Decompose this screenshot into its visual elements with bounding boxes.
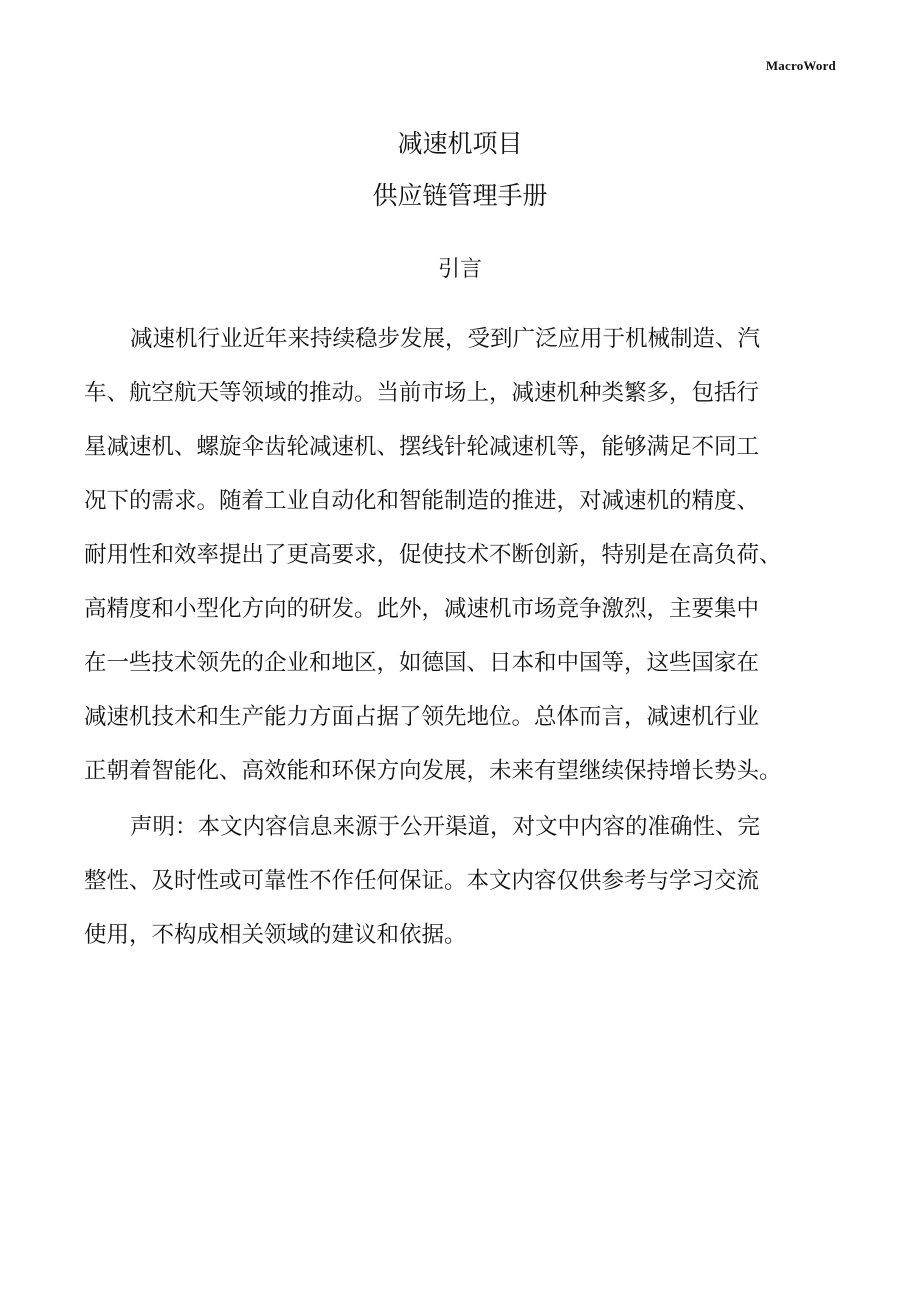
document-title [0, 118, 920, 222]
intro-line: 在一些技术领先的企业和地区，如德国、日本和中国等，这些国家在 [84, 650, 760, 676]
section-heading: 引言 [437, 257, 482, 282]
intro-line: 减速机行业近年来持续稳步发展，受到广泛应用于机械制造、汽 [130, 326, 761, 352]
intro-line: 况下的需求。随着工业自动化和智能制造的推进，对减速机的精度、 [84, 488, 760, 514]
title-line-2: 供应链管理手册 [372, 181, 548, 210]
title-line-1: 减速机项目 [397, 129, 523, 158]
intro-line: 耐用性和效率提出了更高要求，促使技术不断创新，特别是在高负荷、 [84, 542, 782, 568]
header-brand: MacroWord [765, 58, 836, 73]
intro-line: 高精度和小型化方向的研发。此外，减速机市场竞争激烈，主要集中 [84, 596, 760, 622]
disclaimer-line: 整性、及时性或可靠性不作任何保证。本文内容仅供参考与学习交流 [84, 868, 760, 894]
intro-line: 减速机技术和生产能力方面占据了领先地位。总体而言，减速机行业 [84, 704, 760, 730]
intro-line: 车、航空航天等领域的推动。当前市场上，减速机种类繁多，包括行 [84, 380, 760, 406]
disclaimer-line: 声明：本文内容信息来源于公开渠道，对文中内容的准确性、完 [130, 814, 761, 840]
intro-line: 正朝着智能化、高效能和环保方向发展，未来有望继续保持增长势头。 [84, 758, 782, 784]
disclaimer-paragraph [84, 800, 836, 962]
intro-line: 星减速机、螺旋伞齿轮减速机、摆线针轮减速机等，能够满足不同工 [84, 434, 760, 460]
disclaimer-line: 使用，不构成相关领域的建议和依据。 [84, 922, 467, 948]
intro-paragraph [84, 312, 836, 798]
